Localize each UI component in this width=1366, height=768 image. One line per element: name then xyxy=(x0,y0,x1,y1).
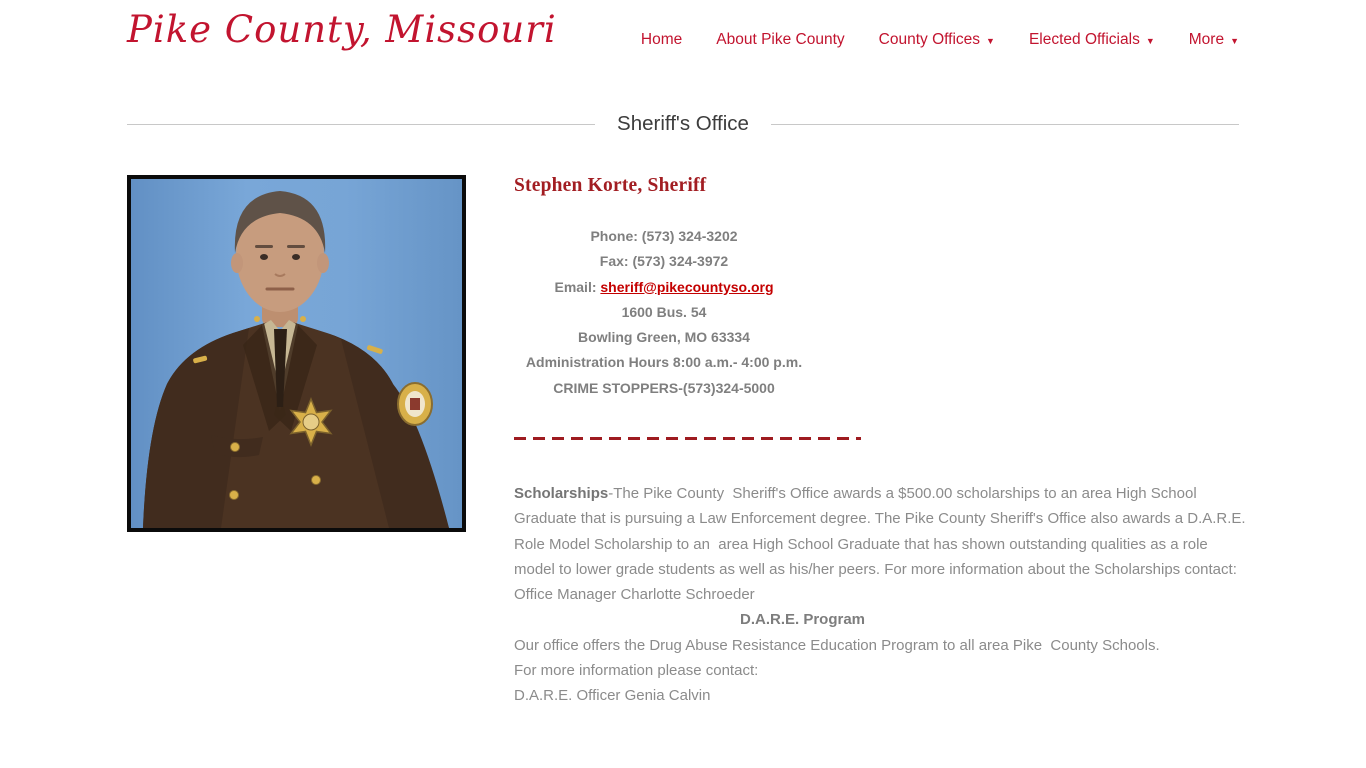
nav-item-home[interactable] xyxy=(641,31,682,49)
scholarships-paragraph xyxy=(514,481,1250,582)
nav-item-about-pike-county[interactable] xyxy=(716,31,844,49)
office-manager-line: Office Manager Charlotte Schroeder xyxy=(514,586,755,604)
dare-text: Our office offers the Drug Abuse Resistance Education Program to all area Pike County Schools. xyxy=(514,636,1160,654)
title-rule-left xyxy=(127,124,595,125)
sheriff-portrait-photo xyxy=(127,175,466,532)
email-link[interactable]: sheriff@pikecountyso.org xyxy=(600,278,774,295)
contact-email-row xyxy=(514,275,814,300)
contact-fax: Fax: (573) 324-3972 xyxy=(599,253,729,270)
contact-phone: Phone: (573) 324-3202 xyxy=(590,228,738,244)
contact-address-line2: Bowling Green, MO 63334 xyxy=(578,329,750,346)
contact-email-label: Email: xyxy=(554,278,597,295)
dare-contact-prompt: For more information please contact: xyxy=(514,662,759,680)
body-text xyxy=(514,481,1250,709)
sheriff-portrait-illustration xyxy=(131,179,462,528)
scholarships-text: -The Pike County Sheriff's Office awards a $500.00 scholarships to an area High School Graduate that is pursuing a Law Enforcement degree. The Pike County Sheriff's Office also awards a D.A.R.E. Role Model Scholarship to an area High School Graduate that has shown outstanding qualities as a role model to lower grade students as well as his/her peers. For more information about the Scholarships contact: xyxy=(514,485,1250,578)
contact-address-line1: 1600 Bus. 54 xyxy=(621,303,707,320)
nav-item-more[interactable] xyxy=(1189,31,1239,49)
nav-item-label: County Offices xyxy=(878,31,981,48)
nav-item-label: More xyxy=(1188,31,1225,48)
nav-item-label: Home xyxy=(640,31,683,48)
scholarships-label: Scholarships xyxy=(514,485,609,502)
contact-crime-stoppers: CRIME STOPPERS-(573)324-5000 xyxy=(553,379,775,396)
nav-item-label: Elected Officials xyxy=(1028,31,1140,48)
title-rule-right xyxy=(771,124,1239,125)
contact-hours: Administration Hours 8:00 a.m.- 4:00 p.m. xyxy=(525,354,803,371)
nav-item-label: About Pike County xyxy=(716,31,845,48)
page-title: Sheriff's Office xyxy=(617,112,749,135)
nav-item-elected-officials[interactable] xyxy=(1029,31,1155,49)
chevron-down-icon: ▼ xyxy=(986,35,995,46)
page-title-row xyxy=(127,112,1239,136)
main-nav xyxy=(641,31,1239,49)
contact-block xyxy=(514,224,814,401)
nav-item-county-offices[interactable] xyxy=(879,31,995,49)
chevron-down-icon: ▼ xyxy=(1145,35,1155,46)
dare-officer-line: D.A.R.E. Officer Genia Calvin xyxy=(514,687,711,705)
sheriff-name-heading: Stephen Korte, Sheriff xyxy=(514,175,707,196)
chevron-down-icon: ▼ xyxy=(1230,35,1239,46)
dare-program-heading: D.A.R.E. Program xyxy=(740,611,866,629)
sheriff-info-section xyxy=(514,175,1250,705)
site-logo[interactable]: Pike County, Missouri xyxy=(127,8,557,51)
red-dashed-divider xyxy=(514,437,861,440)
